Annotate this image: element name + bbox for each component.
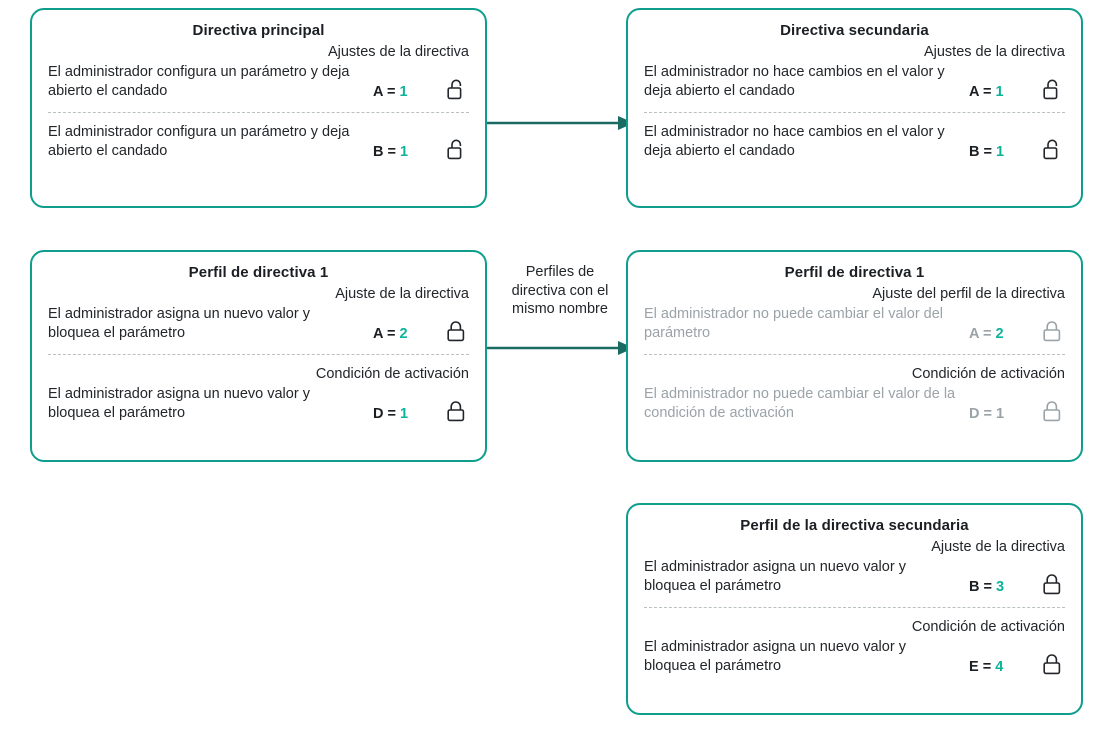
setting-row bbox=[644, 63, 1065, 100]
setting-row bbox=[644, 305, 1065, 342]
unlocked-padlock-icon bbox=[443, 138, 469, 160]
locked-padlock-icon bbox=[443, 400, 469, 422]
arrow-middle bbox=[484, 333, 634, 363]
section-label: Condición de activación bbox=[911, 619, 1065, 636]
setting-value: A = 1 bbox=[969, 84, 1004, 101]
section-label: Ajuste de la directiva bbox=[931, 539, 1065, 555]
card-title: Directiva secundaria bbox=[780, 22, 929, 39]
setting-value: B = 1 bbox=[969, 144, 1005, 161]
setting-row bbox=[644, 123, 1065, 160]
setting-description: El administrador asigna un nuevo valor y bloquea el parámetro bbox=[644, 639, 906, 674]
card-title: Perfil de la directiva secundaria bbox=[740, 517, 969, 534]
setting-value: E = 4 bbox=[969, 659, 1004, 676]
section-label: Condición de activación bbox=[911, 366, 1065, 383]
card-title: Directiva principal bbox=[192, 22, 325, 39]
arrow-top bbox=[484, 108, 634, 138]
locked-padlock-icon bbox=[443, 320, 469, 342]
locked-padlock-icon bbox=[1039, 653, 1065, 675]
setting-value: D = 1 bbox=[373, 406, 409, 423]
card-directiva-principal bbox=[30, 8, 487, 208]
unlocked-padlock-icon bbox=[1039, 78, 1065, 100]
locked-padlock-icon bbox=[1039, 573, 1065, 595]
row-divider bbox=[644, 607, 1065, 608]
setting-description: El administrador no hace cambios en el valor y deja abierto el candado bbox=[644, 64, 945, 99]
section-policy-setting bbox=[32, 285, 485, 422]
setting-value: D = 1 bbox=[969, 406, 1005, 423]
setting-row bbox=[48, 123, 469, 160]
setting-value: A = 1 bbox=[373, 84, 408, 101]
section-policy-settings bbox=[32, 43, 485, 160]
setting-description: El administrador no hace cambios en el valor y deja abierto el candado bbox=[644, 124, 945, 159]
row-divider bbox=[48, 112, 469, 113]
setting-description: El administrador asigna un nuevo valor y bloquea el parámetro bbox=[48, 306, 310, 341]
section-label: Ajuste de la directiva bbox=[335, 286, 469, 302]
setting-value: A = 2 bbox=[969, 326, 1004, 343]
setting-value: B = 1 bbox=[373, 144, 409, 161]
setting-row bbox=[48, 305, 469, 342]
setting-row bbox=[644, 385, 1065, 422]
profiles-note: Perfiles de directiva con el mismo nombre bbox=[511, 264, 609, 318]
section-label: Ajuste del perfil de la directiva bbox=[872, 286, 1065, 302]
setting-value: B = 3 bbox=[969, 579, 1005, 596]
section-label: Condición de activación bbox=[315, 366, 469, 383]
setting-value: A = 2 bbox=[373, 326, 408, 343]
section-label: Ajustes de la directiva bbox=[923, 44, 1065, 60]
unlocked-padlock-icon bbox=[1039, 138, 1065, 160]
card-perfil-directiva-1-izquierda bbox=[30, 250, 487, 462]
section-policy-setting bbox=[628, 538, 1081, 675]
setting-row bbox=[48, 385, 469, 422]
card-directiva-secundaria bbox=[626, 8, 1083, 208]
setting-row bbox=[48, 63, 469, 100]
setting-description: El administrador configura un parámetro y deja abierto el candado bbox=[48, 64, 350, 99]
setting-row bbox=[644, 638, 1065, 675]
row-divider bbox=[644, 354, 1065, 355]
locked-padlock-icon bbox=[1039, 400, 1065, 422]
setting-description: El administrador no puede cambiar el valor del parámetro bbox=[644, 306, 944, 341]
locked-padlock-icon bbox=[1039, 320, 1065, 342]
section-label: Ajustes de la directiva bbox=[327, 44, 469, 60]
row-divider bbox=[644, 112, 1065, 113]
section-profile-setting bbox=[628, 285, 1081, 422]
card-title: Perfil de directiva 1 bbox=[784, 264, 925, 281]
card-perfil-directiva-secundaria bbox=[626, 503, 1083, 715]
setting-description: El administrador asigna un nuevo valor y bloquea el parámetro bbox=[48, 386, 310, 421]
setting-row bbox=[644, 558, 1065, 595]
section-policy-settings bbox=[628, 43, 1081, 160]
setting-description: El administrador configura un parámetro y deja abierto el candado bbox=[48, 124, 350, 159]
card-perfil-directiva-1-derecha bbox=[626, 250, 1083, 462]
row-divider bbox=[48, 354, 469, 355]
unlocked-padlock-icon bbox=[443, 78, 469, 100]
setting-description: El administrador no puede cambiar el valor de la condición de activación bbox=[644, 386, 956, 421]
setting-description: El administrador asigna un nuevo valor y bloquea el parámetro bbox=[644, 559, 906, 594]
card-title: Perfil de directiva 1 bbox=[188, 264, 329, 281]
